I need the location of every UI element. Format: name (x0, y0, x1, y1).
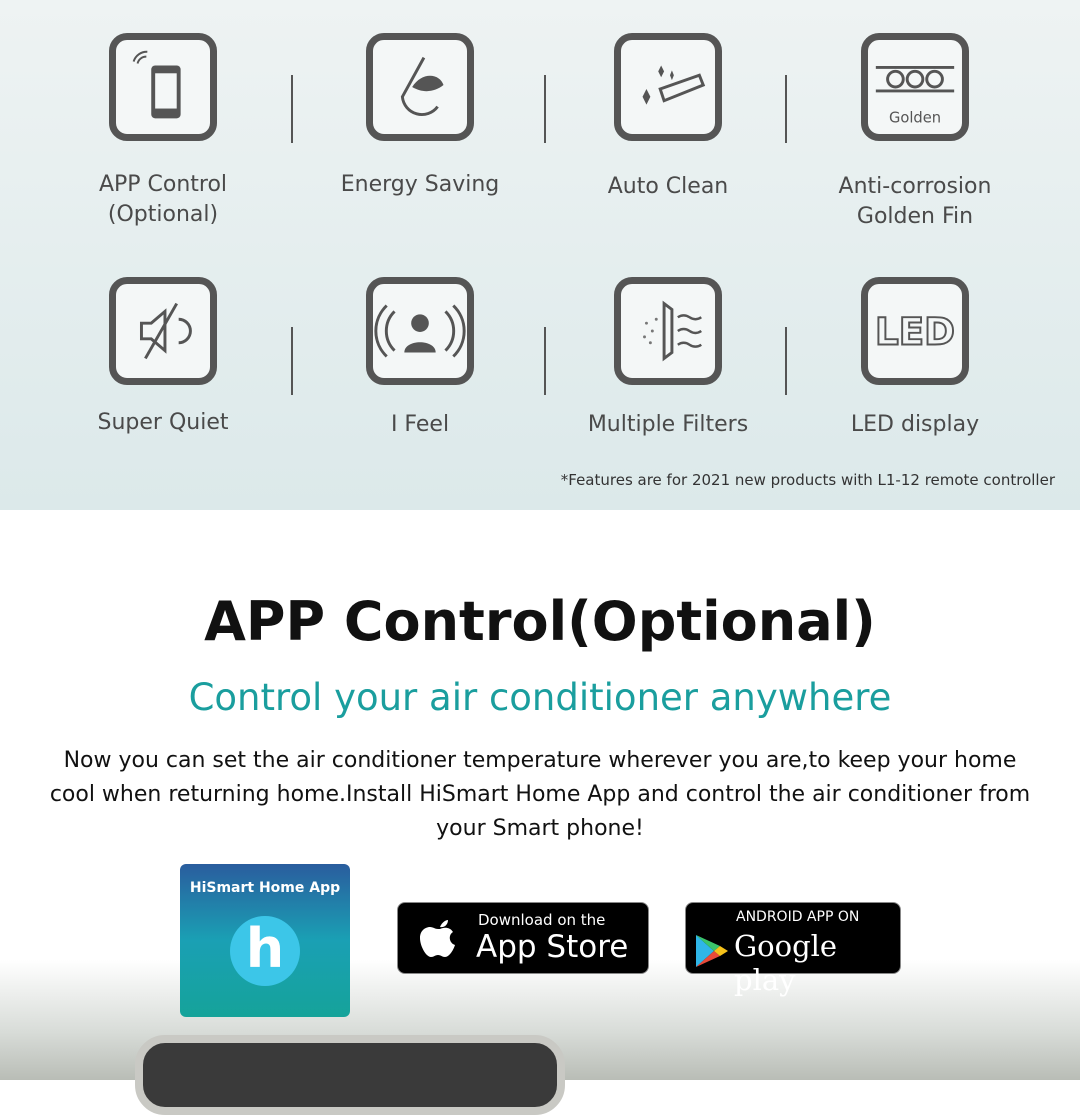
golden-fin-icon (861, 33, 969, 141)
hismart-app-tile[interactable] (180, 864, 350, 1017)
google-play-button[interactable] (685, 902, 901, 997)
features-footnote: *Features are for 2021 new products with L1-12 remote controller (560, 471, 1055, 489)
phone-photo (135, 1035, 565, 1115)
feature-label: APP Control (Optional) (98, 172, 228, 227)
divider (291, 327, 293, 395)
person-sensing-icon (366, 277, 474, 385)
appstore-small-text: Download on the (478, 911, 606, 929)
section-subtitle: Control your air conditioner anywhere (188, 676, 892, 719)
icon-text: LED (875, 309, 955, 354)
feature-label: Anti-corrosion Golden Fin (838, 174, 992, 229)
mute-speaker-icon (109, 277, 217, 385)
smartphone-wifi-icon (109, 33, 217, 141)
app-name: HiSmart Home App (189, 880, 341, 896)
feature-label: Auto Clean (607, 174, 729, 199)
feature-label: Multiple Filters (587, 412, 749, 437)
app-store-button[interactable] (397, 902, 649, 974)
googleplay-small-text: ANDROID APP ON (736, 909, 860, 925)
divider (785, 75, 787, 143)
leaf-drop-icon (366, 33, 474, 141)
section-body: Now you can set the air conditioner temperature wherever you are,to keep your home cool when returning home.Install HiSmart Home App and control the air conditioner from your Smart phone! (49, 748, 1031, 841)
led-icon (861, 277, 969, 385)
icon-text: Golden (888, 109, 942, 127)
feature-label: Super Quiet (97, 410, 229, 435)
divider (544, 75, 546, 143)
filter-icon (614, 277, 722, 385)
feature-label: I Feel (390, 412, 450, 437)
googleplay-large-text: Google play (734, 929, 838, 997)
appstore-large-text: App Store (476, 929, 629, 965)
divider (544, 327, 546, 395)
section-title: APP Control(Optional) (204, 590, 876, 653)
feature-label: LED display (850, 412, 980, 437)
divider (785, 327, 787, 395)
google-play-icon (694, 933, 730, 969)
hismart-logo-icon: h (230, 916, 300, 986)
sparkle-ac-icon (614, 33, 722, 141)
apple-icon (418, 915, 462, 963)
feature-label: Energy Saving (340, 172, 500, 197)
divider (291, 75, 293, 143)
